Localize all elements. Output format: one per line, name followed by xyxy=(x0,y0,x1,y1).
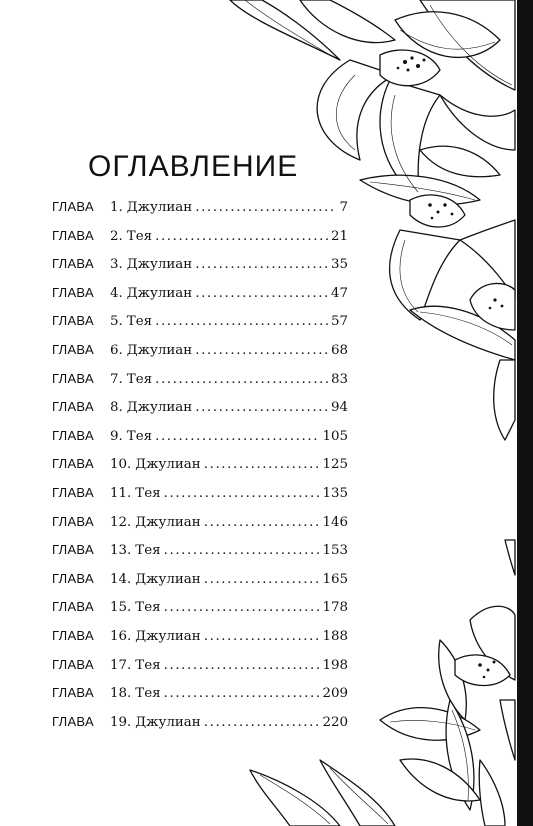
toc-entry[interactable] xyxy=(52,485,348,514)
chapter-name: Джулиан xyxy=(135,571,201,587)
chapter-word: ГЛАВА xyxy=(52,599,94,615)
chapter-word: ГЛАВА xyxy=(52,542,94,558)
dot-leader xyxy=(204,457,320,472)
chapter-page-number: 94 xyxy=(330,400,348,416)
chapter-name: Джулиан xyxy=(135,514,201,530)
chapter-name: Джулиан xyxy=(126,342,193,358)
chapter-name: Джулиан xyxy=(126,257,193,273)
dot-leader xyxy=(204,715,320,730)
toc-entry[interactable] xyxy=(52,342,348,371)
dot-leader xyxy=(195,257,328,272)
toc-entry[interactable] xyxy=(52,628,348,657)
chapter-page-number: 178 xyxy=(322,600,348,616)
dot-leader xyxy=(164,658,320,673)
toc-entry[interactable] xyxy=(52,285,348,314)
chapter-page-number: 83 xyxy=(330,371,348,387)
chapter-name: Тея xyxy=(135,543,161,559)
chapter-number: 14. xyxy=(110,571,132,587)
dot-leader xyxy=(155,229,328,244)
toc-entry[interactable] xyxy=(52,371,348,400)
chapter-page-number: 165 xyxy=(322,571,348,587)
chapter-page-number: 153 xyxy=(322,543,348,559)
dot-leader xyxy=(195,200,336,215)
dot-leader xyxy=(204,629,320,644)
chapter-page-number: 220 xyxy=(322,714,348,730)
dot-leader xyxy=(155,429,319,444)
chapter-number: 12. xyxy=(110,514,132,530)
chapter-page-number: 7 xyxy=(339,200,348,215)
dot-leader xyxy=(155,314,328,329)
chapter-page-number: 125 xyxy=(322,457,348,473)
toc-entry[interactable] xyxy=(52,456,348,485)
chapter-word: ГЛАВА xyxy=(52,256,94,272)
chapter-word: ГЛАВА xyxy=(52,399,94,415)
chapter-word: ГЛАВА xyxy=(52,370,94,386)
chapter-name: Джулиан xyxy=(135,714,201,730)
dot-leader xyxy=(164,686,320,701)
chapter-name: Тея xyxy=(126,428,153,444)
chapter-word: ГЛАВА xyxy=(52,656,94,672)
dot-leader xyxy=(164,543,320,558)
chapter-word: ГЛАВА xyxy=(52,199,94,214)
dot-leader xyxy=(164,600,320,615)
chapter-number: 8. xyxy=(110,400,123,416)
toc-entry[interactable] xyxy=(52,199,348,228)
chapter-number: 6. xyxy=(110,342,123,358)
chapter-name: Тея xyxy=(135,485,161,501)
chapter-name: Тея xyxy=(135,686,161,702)
chapter-page-number: 135 xyxy=(322,485,348,501)
chapter-number: 13. xyxy=(110,543,132,559)
dot-leader xyxy=(155,372,328,387)
chapter-name: Джулиан xyxy=(135,628,201,644)
dot-leader xyxy=(204,572,320,587)
chapter-word: ГЛАВА xyxy=(52,713,94,729)
chapter-number: 5. xyxy=(110,314,123,330)
chapter-name: Тея xyxy=(135,600,161,616)
chapter-number: 11. xyxy=(110,485,132,501)
chapter-page-number: 209 xyxy=(322,686,348,702)
chapter-number: 17. xyxy=(110,657,132,673)
chapter-word: ГЛАВА xyxy=(52,227,94,243)
chapter-number: 2. xyxy=(110,228,123,244)
dot-leader xyxy=(195,343,328,358)
chapter-page-number: 68 xyxy=(330,342,348,358)
chapter-page-number: 47 xyxy=(330,285,348,301)
chapter-number: 4. xyxy=(110,285,123,301)
dot-leader xyxy=(195,286,328,301)
chapter-word: ГЛАВА xyxy=(52,685,94,701)
chapter-word: ГЛАВА xyxy=(52,313,94,329)
toc-title: ОГЛАВЛЕНИЕ xyxy=(88,150,299,184)
chapter-name: Джулиан xyxy=(135,457,201,473)
chapter-number: 16. xyxy=(110,628,132,644)
chapter-name: Тея xyxy=(126,314,153,330)
chapter-page-number: 105 xyxy=(322,428,348,444)
chapter-number: 10. xyxy=(110,457,132,473)
chapter-page-number: 146 xyxy=(322,514,348,530)
chapter-word: ГЛАВА xyxy=(52,427,94,443)
chapter-word: ГЛАВА xyxy=(52,484,94,500)
chapter-page-number: 35 xyxy=(330,257,348,273)
toc-entry[interactable] xyxy=(52,514,348,543)
chapter-page-number: 21 xyxy=(330,228,348,244)
chapter-name: Тея xyxy=(126,228,153,244)
toc-list xyxy=(52,199,348,742)
dot-leader xyxy=(164,486,320,501)
toc-entry[interactable] xyxy=(52,657,348,686)
toc-entry[interactable] xyxy=(52,228,348,257)
toc-entry[interactable] xyxy=(52,599,348,628)
toc-entry[interactable] xyxy=(52,685,348,714)
toc-entry[interactable] xyxy=(52,542,348,571)
chapter-number: 3. xyxy=(110,257,123,273)
chapter-number: 7. xyxy=(110,371,123,387)
chapter-number: 15. xyxy=(110,600,132,616)
chapter-page-number: 198 xyxy=(322,657,348,673)
chapter-word: ГЛАВА xyxy=(52,284,94,300)
chapter-name: Джулиан xyxy=(126,200,193,215)
chapter-number: 19. xyxy=(110,714,132,730)
chapter-word: ГЛАВА xyxy=(52,456,94,472)
chapter-page-number: 188 xyxy=(322,628,348,644)
chapter-number: 18. xyxy=(110,686,132,702)
chapter-name: Джулиан xyxy=(126,285,193,301)
chapter-number: 1. xyxy=(110,200,123,215)
chapter-number: 9. xyxy=(110,428,123,444)
chapter-page-number: 57 xyxy=(330,314,348,330)
chapter-word: ГЛАВА xyxy=(52,513,94,529)
dot-leader xyxy=(195,400,328,415)
chapter-name: Джулиан xyxy=(126,400,193,416)
toc-entry[interactable] xyxy=(52,313,348,342)
page-edge-shadow xyxy=(517,0,533,826)
toc-entry[interactable] xyxy=(52,571,348,600)
chapter-name: Тея xyxy=(135,657,161,673)
toc-entry[interactable] xyxy=(52,714,348,743)
chapter-word: ГЛАВА xyxy=(52,627,94,643)
chapter-name: Тея xyxy=(126,371,153,387)
dot-leader xyxy=(204,515,320,530)
toc-entry[interactable] xyxy=(52,399,348,428)
chapter-word: ГЛАВА xyxy=(52,341,94,357)
chapter-word: ГЛАВА xyxy=(52,570,94,586)
toc-entry[interactable] xyxy=(52,428,348,457)
toc-entry[interactable] xyxy=(52,256,348,285)
